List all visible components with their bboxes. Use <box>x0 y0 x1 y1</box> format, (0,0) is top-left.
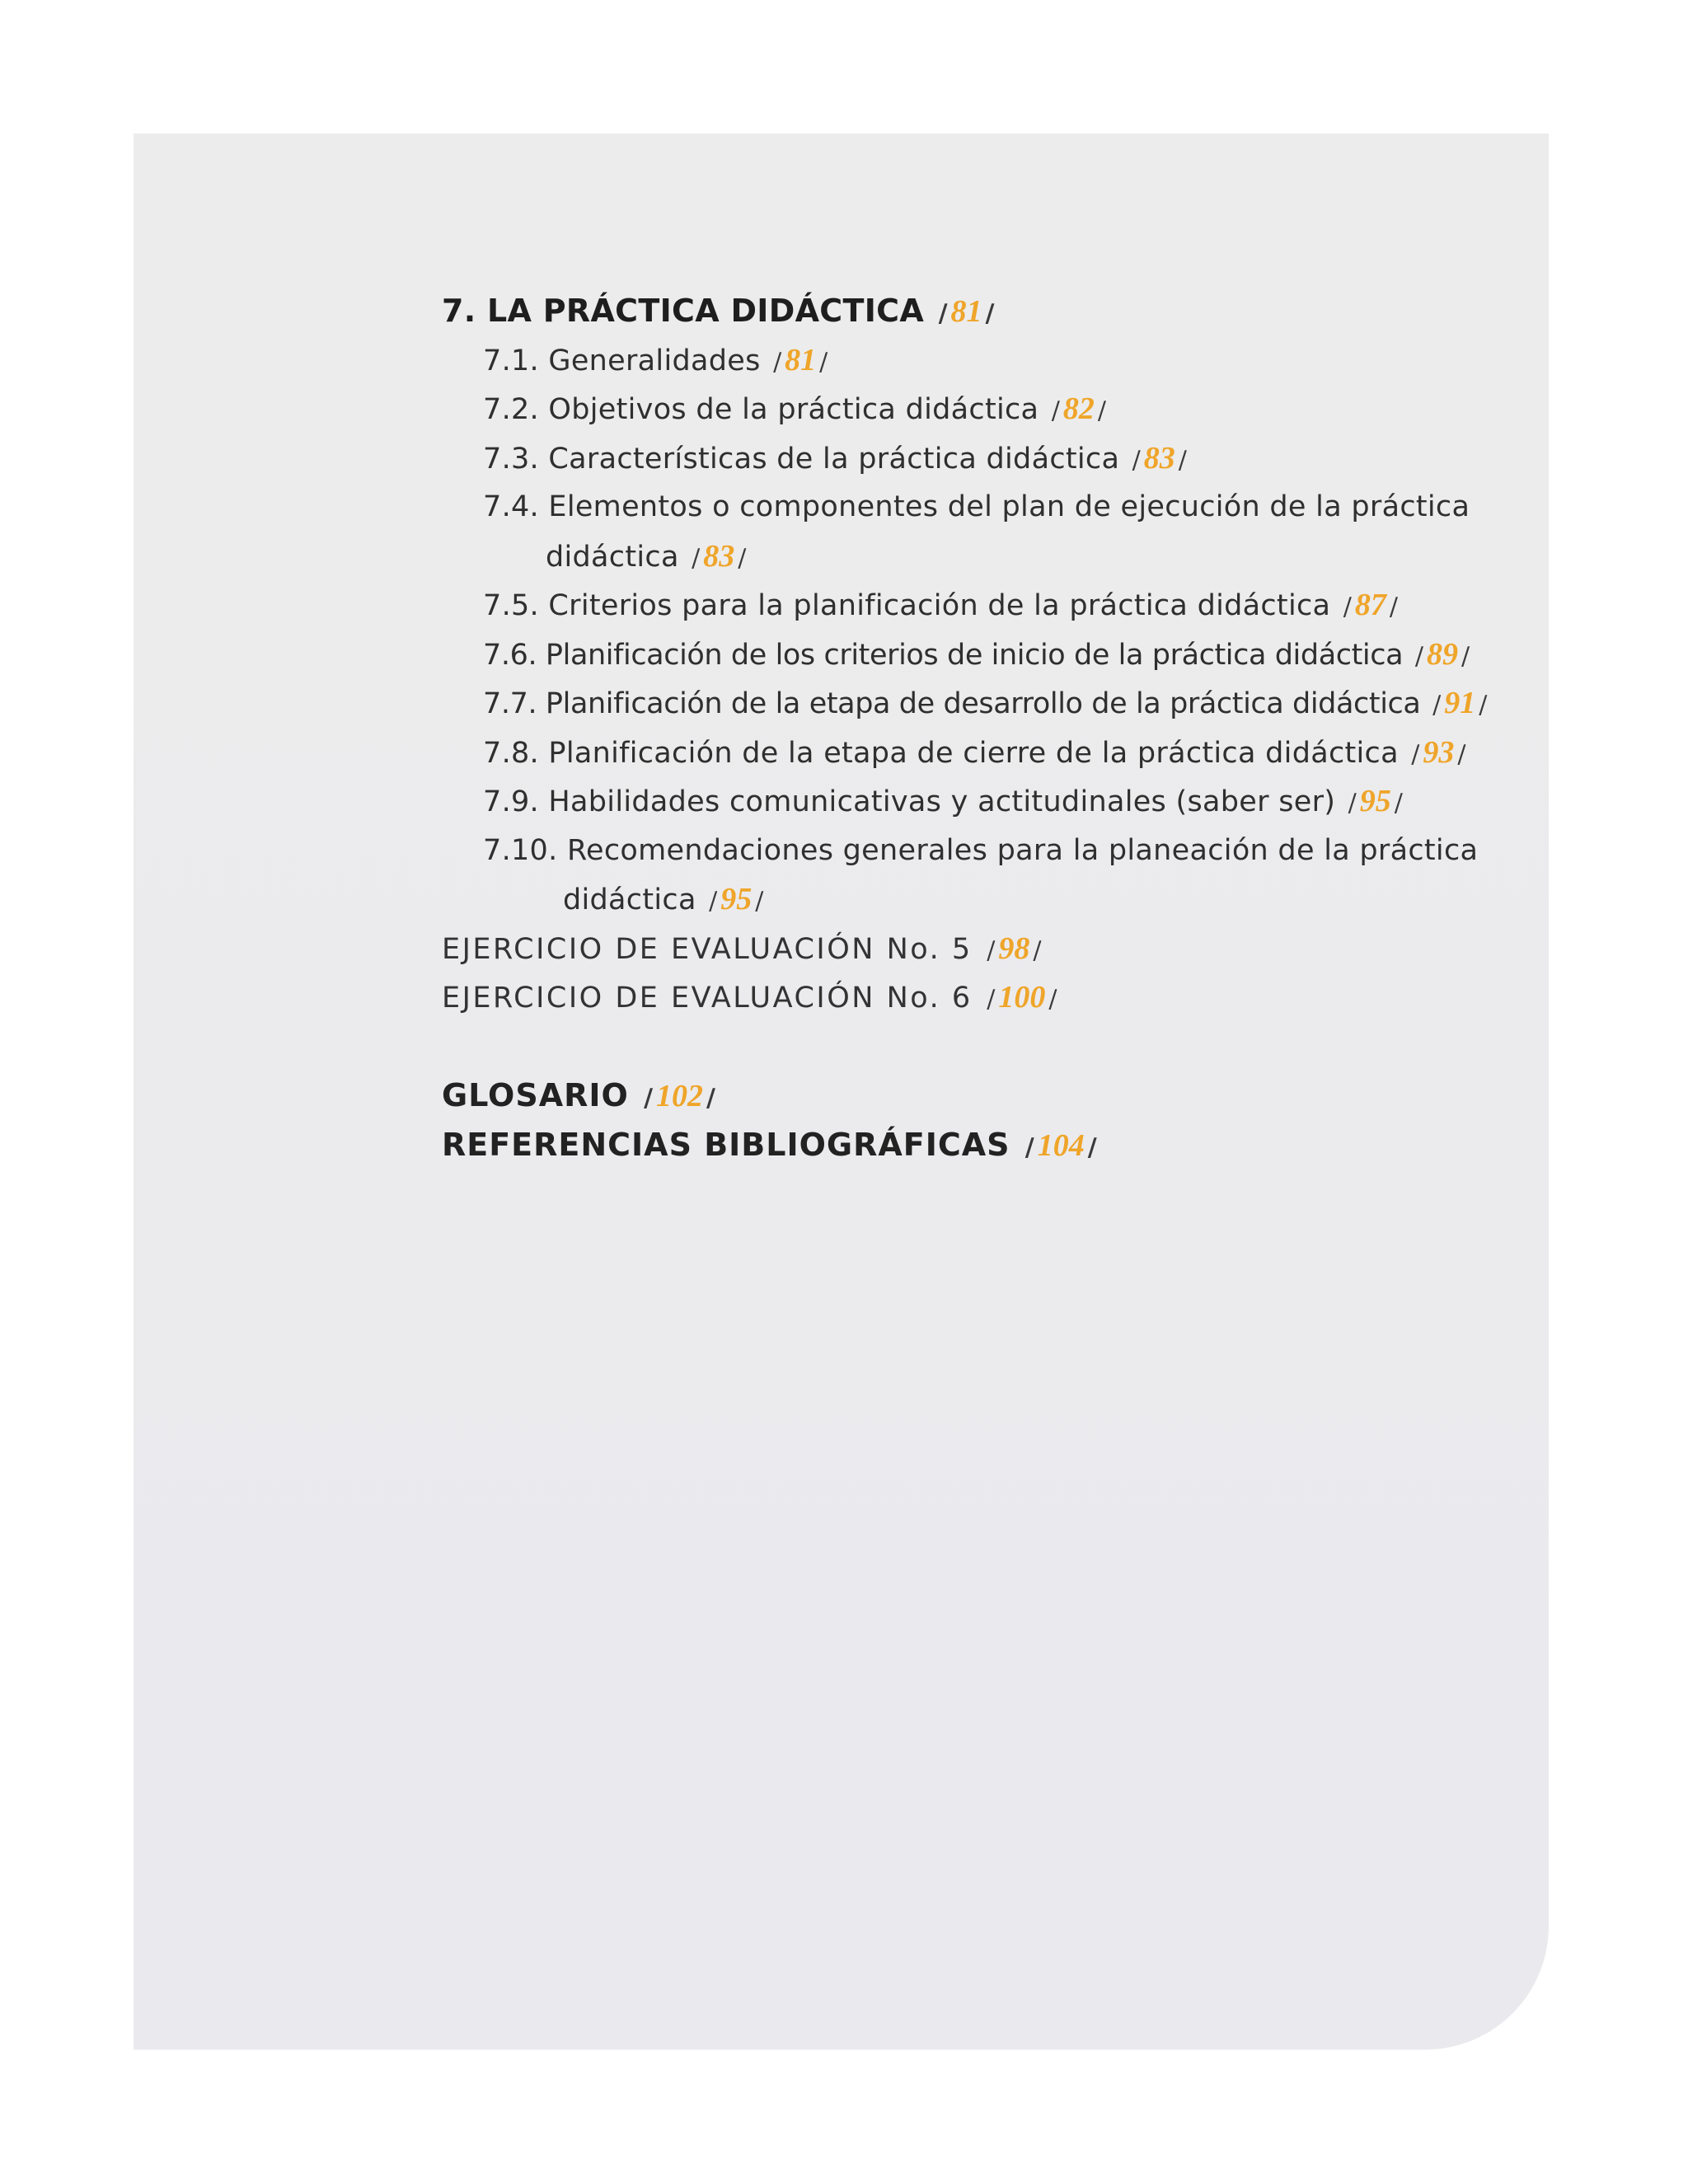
separator: / <box>773 347 782 377</box>
exercise-label: EJERCICIO DE EVALUACIÓN No. 5 <box>442 932 973 966</box>
item-label: 7.10. Recomendaciones generales para la planeación de la práctica <box>483 833 1479 867</box>
separator: / <box>706 1084 716 1113</box>
toc-glosario[interactable] <box>442 1071 1513 1121</box>
item-label-continuation: didáctica <box>563 883 696 916</box>
exercise-label: EJERCICIO DE EVALUACIÓN No. 6 <box>442 982 973 1015</box>
separator: / <box>692 543 701 573</box>
separator: / <box>1048 985 1057 1014</box>
separator: / <box>1178 445 1187 475</box>
page-number: 81 <box>785 342 817 377</box>
toc-item-7-4[interactable] <box>442 483 1513 532</box>
page-number: 83 <box>703 538 735 574</box>
separator: / <box>1394 789 1403 818</box>
page-number: 102 <box>656 1079 704 1113</box>
item-label: 7.3. Características de la práctica didáctica <box>483 442 1120 476</box>
toc-item-7-2[interactable] <box>442 385 1513 434</box>
page-number: 100 <box>998 980 1046 1015</box>
page-number: 89 <box>1426 636 1458 672</box>
toc-item-7-10-continuation[interactable] <box>442 875 1513 925</box>
toc-item-7-3[interactable] <box>442 434 1513 484</box>
item-label-continuation: didáctica <box>546 540 679 574</box>
toc-item-7-10[interactable] <box>442 827 1513 876</box>
separator: / <box>987 985 996 1014</box>
toc-item-7-1[interactable] <box>442 336 1513 386</box>
page-number: 95 <box>720 882 753 916</box>
separator: / <box>1132 445 1141 475</box>
toc-referencias[interactable] <box>442 1121 1513 1170</box>
separator: / <box>938 299 948 328</box>
separator: / <box>985 299 995 328</box>
table-of-contents <box>442 287 1513 1169</box>
toc-item-7-8[interactable] <box>442 729 1513 778</box>
item-label: 7.1. Generalidades <box>483 344 761 377</box>
toc-exercise-6[interactable] <box>442 973 1513 1023</box>
toc-item-7-4-continuation[interactable] <box>442 532 1513 582</box>
page-number: 95 <box>1359 784 1391 818</box>
item-label: 7.9. Habilidades comunicativas y actitudinales (saber ser) <box>483 785 1336 818</box>
chapter-title: 7. LA PRÁCTICA DIDÁCTICA <box>442 293 925 329</box>
separator: / <box>1479 691 1488 719</box>
page-number: 93 <box>1423 734 1455 770</box>
page-number: 82 <box>1062 391 1095 426</box>
separator: / <box>1343 593 1352 621</box>
toc-item-7-6[interactable] <box>442 630 1513 680</box>
item-label: 7.7. Planificación de la etapa de desarrollo de la práctica didáctica <box>483 687 1421 720</box>
separator: / <box>1461 641 1470 671</box>
separator: / <box>1087 1132 1097 1162</box>
separator: / <box>1348 789 1357 818</box>
item-label: 7.6. Planificación de los criterios de inicio de la práctica didáctica <box>483 638 1404 672</box>
item-label: 7.2. Objetivos de la práctica didáctica <box>483 393 1039 426</box>
toc-exercise-5[interactable] <box>442 925 1513 974</box>
toc-item-7-5[interactable] <box>442 581 1513 630</box>
separator: / <box>987 935 996 965</box>
page-number: 98 <box>998 930 1030 966</box>
separator: / <box>1457 739 1466 769</box>
separator: / <box>819 347 828 377</box>
separator: / <box>1414 641 1423 671</box>
spacer <box>442 1023 1513 1072</box>
page-number: 104 <box>1037 1127 1085 1163</box>
page-number: 91 <box>1444 686 1476 720</box>
section-label: REFERENCIAS BIBLIOGRÁFICAS <box>442 1126 1010 1163</box>
separator: / <box>1389 593 1398 621</box>
section-label: GLOSARIO <box>442 1077 629 1113</box>
item-label: 7.8. Planificación de la etapa de cierre de la práctica didáctica <box>483 736 1399 770</box>
toc-item-7-7[interactable] <box>442 679 1513 729</box>
separator: / <box>755 887 764 916</box>
separator: / <box>738 543 747 573</box>
toc-chapter-7[interactable] <box>442 287 1513 336</box>
page-number: 83 <box>1143 440 1175 476</box>
separator: / <box>1051 396 1060 425</box>
toc-item-7-9[interactable] <box>442 777 1513 827</box>
separator: / <box>1097 396 1106 425</box>
item-label: 7.4. Elementos o componentes del plan de ejecución de la práctica <box>483 490 1470 523</box>
separator: / <box>709 887 718 916</box>
separator: / <box>644 1084 654 1113</box>
separator: / <box>1033 935 1042 965</box>
item-label: 7.5. Criterios para la planificación de la práctica didáctica <box>483 589 1331 622</box>
page-number: 87 <box>1354 588 1386 622</box>
page-number: 81 <box>950 294 982 329</box>
separator: / <box>1025 1132 1034 1162</box>
separator: / <box>1411 739 1420 769</box>
separator: / <box>1432 691 1442 719</box>
